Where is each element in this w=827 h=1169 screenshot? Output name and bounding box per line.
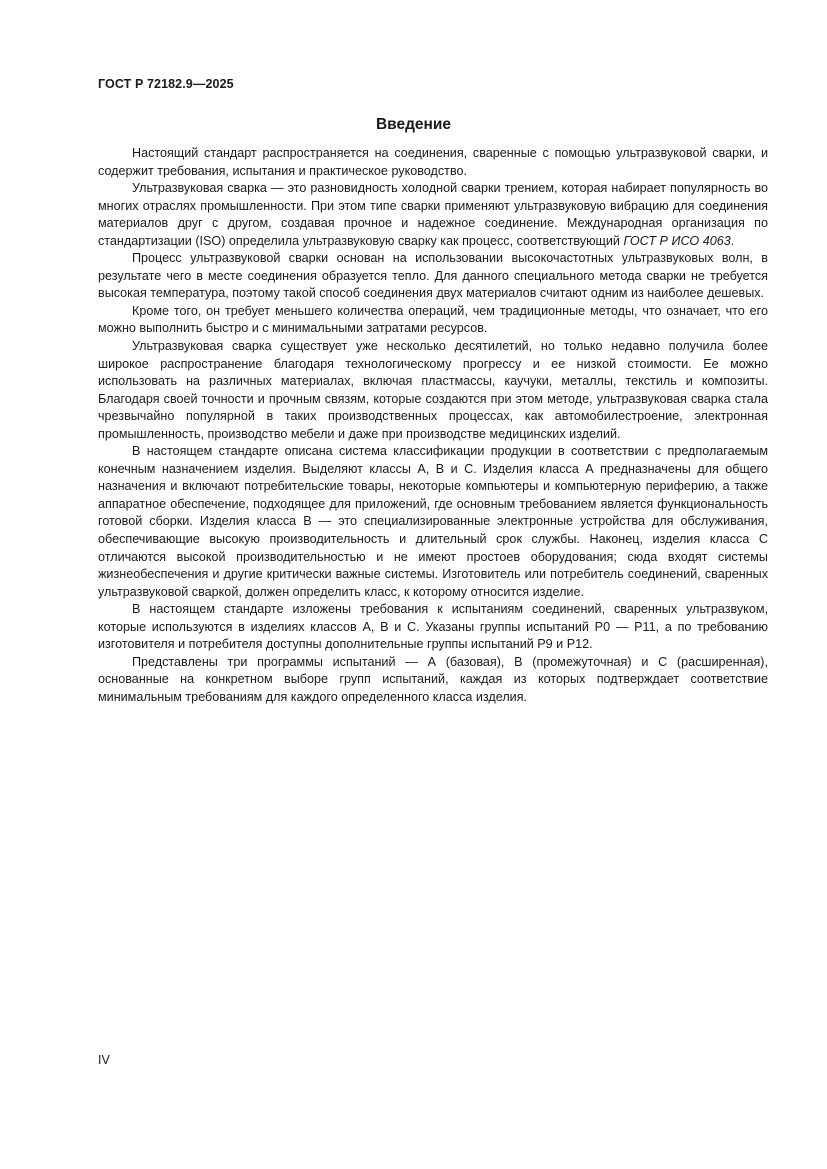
paragraph-1: Настоящий стандарт распространяется на соединения, сваренные с помощью ультразвуковой сварки, и содержит требования, испытания и практическое руководство.	[98, 146, 768, 178]
paragraph-2-end: .	[730, 233, 735, 248]
paragraph-2-text: Ультразвуковая сварка — это разновидность холодной сварки трением, которая набирает популярность во многих отраслях промышленности. При этом типе сварки применяют ультразвуковую вибрацию для соединения материалов друг с другом, создавая прочное и надежное соединение. Международная организация по стандартизации (ISO) определила ультразвуковую сварку как процесс, соответствующий	[98, 181, 768, 248]
paragraph-5: Ультразвуковая сварка существует уже несколько десятилетий, но только недавно получила более широкое распространение благодаря технологическому прогрессу и ее низкой стоимости. Ее можно использовать на различных материалах, включая пластмассы, каучуки, металлы, текстиль и композиты. Благодаря своей точности и прочным связям, которые создаются при этом методе, ультразвуковая сварка стала чрезвычайно популярной в таких производственных процессах, как автомобилестроение, электронная промышленность, производство мебели и даже при производстве медицинских изделий.	[98, 339, 768, 441]
body-text	[98, 145, 768, 707]
paragraph-2	[98, 180, 768, 250]
paragraph-6: В настоящем стандарте описана система классификации продукции в соответствии с предполагаемым конечным назначением изделия. Выделяют классы А, В и С. Изделия класса А предназначены для общего назначения и включают потребительские товары, некоторые компьютеры и компьютерную периферию, а также аппаратное обеспечение, подходящее для приложений, где основным требованием является функциональность готовой сборки. Изделия класса В — это специализированные электронные устройства для обслуживания, обеспечивающие высокую производительность и длительный срок службы. Наконец, изделия класса С отличаются высокой производительностью и не имеют простоев оборудования; сюда входят системы жизнеобеспечения и другие критически важные системы. Изготовитель или потребитель соединений, сваренных ультразвуковой сваркой, должен определить класс, к которому относится изделие.	[98, 444, 768, 599]
paragraph-4: Кроме того, он требует меньшего количества операций, чем традиционные методы, что означает, что его можно выполнить быстро и с минимальными затратами ресурсов.	[98, 303, 768, 336]
page-number: IV	[98, 1053, 110, 1067]
paragraph-7: В настоящем стандарте изложены требования к испытаниям соединений, сваренных ультразвуком, которые используются в изделиях классов А, В и С. Указаны группы испытаний Р0 — Р11, а по требованию изготовителя и потребителя доступны дополнительные группы испытаний Р9 и Р12.	[98, 602, 768, 652]
standard-reference: ГОСТ Р ИСО 4063	[623, 233, 731, 248]
section-title: Введение	[375, 116, 452, 133]
document-header: ГОСТ Р 72182.9—2025	[98, 77, 234, 91]
paragraph-8: Представлены три программы испытаний — А (базовая), В (промежуточная) и С (расширенная), основанные на конкретном выборе групп испытаний, каждая из которых подтверждает соответствие минимальным требованиям для каждого определенного класса изделия.	[98, 654, 768, 704]
paragraph-3: Процесс ультразвуковой сварки основан на использовании высокочастотных ультразвуковых волн, в результате чего в месте соединения образуется тепло. Для данного специального метода сварки не требуется высокая температура, поэтому такой способ соединения двух материалов считают одним из наиболее дешевых.	[98, 251, 768, 301]
